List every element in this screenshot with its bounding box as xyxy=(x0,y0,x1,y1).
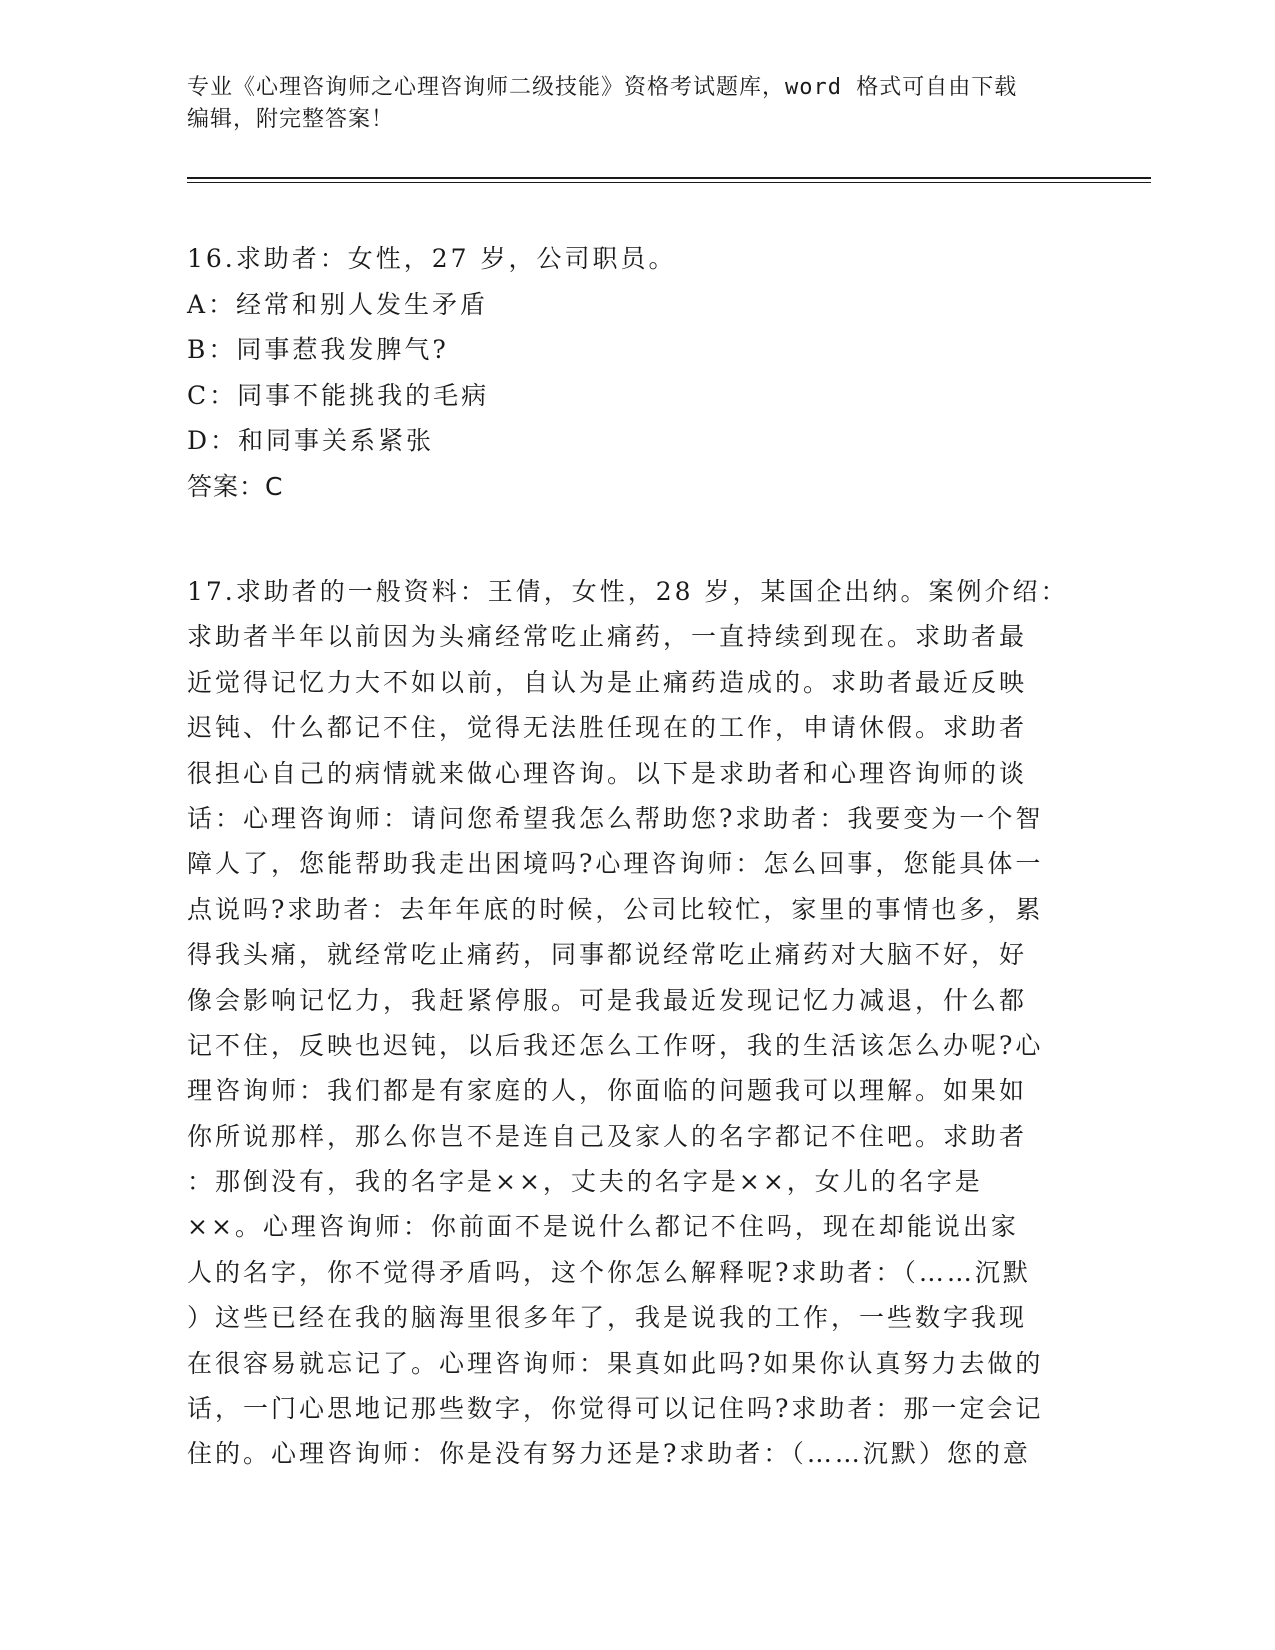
option-a: A：经常和别人发生矛盾 xyxy=(187,289,489,319)
paragraph-line: 求助者半年以前因为头痛经常吃止痛药，一直持续到现在。求助者最 xyxy=(187,622,1028,652)
question-17 xyxy=(187,569,1087,1477)
paragraph-line: 记不住，反映也迟钝，以后我还怎么工作呀，我的生活该怎么办呢?心 xyxy=(187,1030,1044,1060)
paragraph-line: 得我头痛，就经常吃止痛药，同事都说经常吃止痛药对大脑不好，好 xyxy=(187,940,1028,970)
paragraph-line: ）这些已经在我的脑海里很多年了，我是说我的工作，一些数字我现 xyxy=(187,1303,1028,1333)
paragraph-line: 迟钝、什么都记不住，觉得无法胜任现在的工作，申请休假。求助者 xyxy=(187,713,1028,743)
header-divider-thick xyxy=(187,177,1151,179)
document-body xyxy=(187,236,1087,1477)
option-c: C：同事不能挑我的毛病 xyxy=(187,380,490,410)
header-line: 编辑，附完整答案！ xyxy=(187,107,395,132)
document-header xyxy=(187,72,1067,136)
question-spacer xyxy=(187,509,1087,569)
paragraph-line: 障人了，您能帮助我走出困境吗?心理咨询师：怎么回事，您能具体一 xyxy=(187,849,1044,879)
paragraph-line: 17.求助者的一般资料：王倩，女性，28 岁，某国企出纳。案例介绍： xyxy=(187,577,1069,606)
header-divider-thin xyxy=(187,182,1151,183)
paragraph-line: ：那倒没有，我的名字是××，丈夫的名字是××，女儿的名字是 xyxy=(187,1167,983,1197)
paragraph-line: 话：心理咨询师：请问您希望我怎么帮助您?求助者：我要变为一个智 xyxy=(187,803,1044,833)
paragraph-line: ××。心理咨询师：你前面不是说什么都记不住吗，现在却能说出家 xyxy=(187,1212,1019,1242)
paragraph-line: 你所说那样，那么你岂不是连自己及家人的名字都记不住吧。求助者 xyxy=(187,1121,1028,1151)
option-d: D：和同事关系紧张 xyxy=(187,426,435,455)
paragraph-line: 像会影响记忆力，我赶紧停服。可是我最近发现记忆力减退，什么都 xyxy=(187,985,1028,1015)
paragraph-line: 住的。心理咨询师：你是没有努力还是?求助者：（……沉默）您的意 xyxy=(187,1439,1031,1469)
question-16 xyxy=(187,236,1087,509)
paragraph-line: 近觉得记忆力大不如以前，自认为是止痛药造成的。求助者最近反映 xyxy=(187,667,1028,697)
header-line: 专业《心理咨询师之心理咨询师二级技能》资格考试题库，word 格式可自由下载 xyxy=(187,75,1018,100)
paragraph-line: 理咨询师：我们都是有家庭的人，你面临的问题我可以理解。如果如 xyxy=(187,1076,1028,1106)
paragraph-line: 话，一门心思地记那些数字，你觉得可以记住吗?求助者：那一定会记 xyxy=(187,1394,1044,1424)
paragraph-line: 人的名字，你不觉得矛盾吗，这个你怎么解释呢?求助者：（……沉默 xyxy=(187,1257,1031,1287)
question-stem: 16.求助者：女性，27 岁，公司职员。 xyxy=(187,244,677,273)
option-b: B：同事惹我发脾气? xyxy=(187,335,449,364)
paragraph-line: 在很容易就忘记了。心理咨询师：果真如此吗?如果你认真努力去做的 xyxy=(187,1348,1044,1378)
answer-line: 答案：C xyxy=(187,471,284,501)
paragraph-line: 点说吗?求助者：去年年底的时候，公司比较忙，家里的事情也多，累 xyxy=(187,894,1044,924)
paragraph-line: 很担心自己的病情就来做心理咨询。以下是求助者和心理咨询师的谈 xyxy=(187,758,1028,788)
